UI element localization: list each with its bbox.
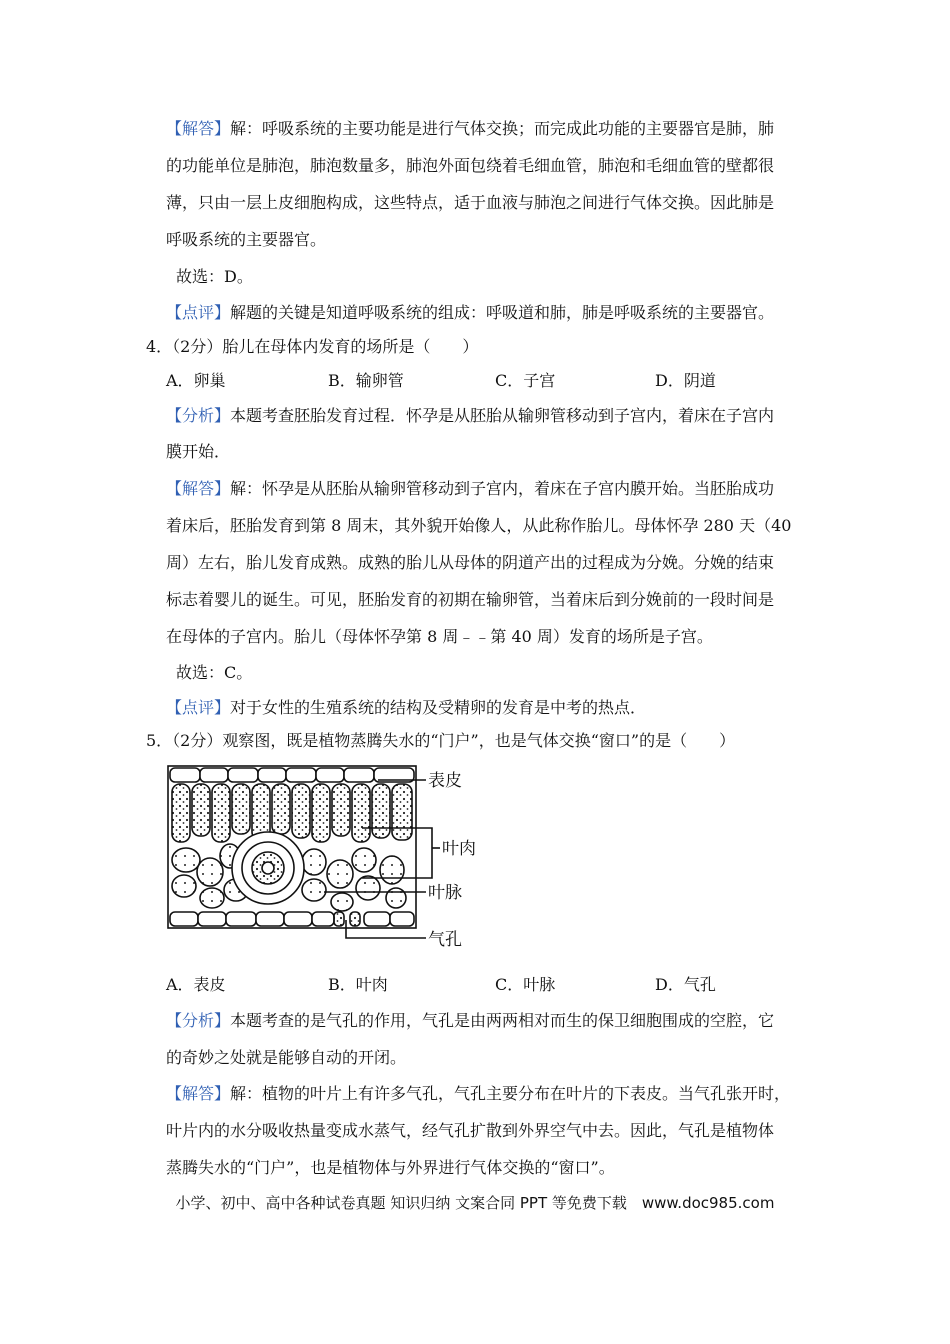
q4-option-b: B．输卵管 bbox=[328, 371, 404, 390]
label-mesophyll: 叶肉 bbox=[442, 839, 476, 859]
q4-choice: 故选：C。 bbox=[176, 663, 253, 682]
q3-answer-line-1 bbox=[166, 118, 774, 140]
q5-stem: 5．（2分）观察图，既是植物蒸腾失水的“门户”，也是气体交换“窗口”的是（ ） bbox=[146, 731, 736, 750]
leaf-tissue-drawing bbox=[168, 766, 416, 928]
q4-option-d: D．阴道 bbox=[655, 371, 716, 390]
review-tag: 【点评】 bbox=[166, 698, 231, 717]
q4-answer-line-5: 在母体的子宫内。胎儿（母体怀孕第 8 周﹣﹣第 40 周）发育的场所是子宫。 bbox=[166, 627, 713, 646]
answer-text: 解：怀孕是从胚胎从输卵管移动到子宫内，着床在子宫内膜开始。当胚胎成功 bbox=[230, 479, 775, 498]
q3-answer-line-3: 薄，只由一层上皮细胞构成，这些特点，适于血液与肺泡之间进行气体交换。因此肺是 bbox=[166, 193, 775, 212]
analysis-tag: 【分析】 bbox=[166, 1011, 231, 1030]
q5-answer-line-1 bbox=[166, 1083, 790, 1105]
palisade-cells bbox=[172, 784, 412, 842]
q5-option-d: D．气孔 bbox=[655, 975, 716, 994]
leaf-cross-section-figure bbox=[164, 762, 504, 954]
q3-review bbox=[166, 302, 774, 324]
q3-answer-line-4: 呼吸系统的主要器官。 bbox=[166, 230, 327, 249]
q3-answer-line-2: 的功能单位是肺泡，肺泡数量多，肺泡外面包绕着毛细血管，肺泡和毛细血管的壁都很 bbox=[166, 156, 775, 175]
q4-option-a: A．卵巢 bbox=[166, 371, 226, 390]
review-text: 对于女性的生殖系统的结构及受精卵的发育是中考的热点． bbox=[230, 698, 647, 717]
review-tag: 【点评】 bbox=[166, 303, 231, 322]
answer-text: 解：植物的叶片上有许多气孔，气孔主要分布在叶片的下表皮。当气孔张开时， bbox=[230, 1084, 791, 1103]
q4-option-c: C．子宫 bbox=[495, 371, 556, 390]
q5-answer-line-2: 叶片内的水分吸收热量变成水蒸气，经气孔扩散到外界空气中去。因此，气孔是植物体 bbox=[166, 1121, 775, 1140]
q4-answer-line-2: 着床后，胚胎发育到第 8 周末，其外貌开始像人，从此称作胎儿。母体怀孕 280 天（40 bbox=[166, 516, 792, 535]
q4-review bbox=[166, 697, 646, 719]
label-stoma: 气孔 bbox=[428, 930, 462, 950]
analysis-tag: 【分析】 bbox=[166, 406, 231, 425]
q5-option-c: C．叶脉 bbox=[495, 975, 556, 994]
q4-analysis-line-1 bbox=[166, 405, 774, 427]
q4-stem: 4．（2分）胎儿在母体内发育的场所是（ ） bbox=[146, 337, 479, 356]
q5-analysis-line-2: 的奇妙之处就是能够自动的开闭。 bbox=[166, 1048, 407, 1067]
review-text: 解题的关键是知道呼吸系统的组成：呼吸道和肺，肺是呼吸系统的主要器官。 bbox=[230, 303, 775, 322]
answer-tag: 【解答】 bbox=[166, 1084, 231, 1103]
q5-analysis-line-1 bbox=[166, 1010, 774, 1032]
vein-bundle bbox=[232, 832, 304, 904]
upper-epidermis bbox=[170, 768, 414, 782]
q4-answer-line-4: 标志着婴儿的诞生。可见，胚胎发育的初期在输卵管，当着床后到分娩前的一段时间是 bbox=[166, 590, 775, 609]
answer-text: 解：呼吸系统的主要功能是进行气体交换；而完成此功能的主要器官是肺，肺 bbox=[230, 119, 775, 138]
label-epidermis: 表皮 bbox=[428, 771, 462, 791]
q4-answer-line-3: 周）左右，胎儿发育成熟。成熟的胎儿从母体的阴道产出的过程成为分娩。分娩的结束 bbox=[166, 553, 775, 572]
lower-epidermis bbox=[170, 912, 414, 926]
q5-answer-line-3: 蒸腾失水的“门户”，也是植物体与外界进行气体交换的“窗口”。 bbox=[166, 1158, 615, 1177]
q5-option-a: A．表皮 bbox=[166, 975, 226, 994]
q4-analysis-line-2: 膜开始． bbox=[166, 442, 231, 461]
answer-tag: 【解答】 bbox=[166, 479, 231, 498]
q3-choice: 故选：D。 bbox=[176, 267, 253, 286]
answer-tag: 【解答】 bbox=[166, 119, 231, 138]
q4-answer-line-1 bbox=[166, 478, 774, 500]
analysis-text: 本题考查的是气孔的作用，气孔是由两两相对而生的保卫细胞围成的空腔，它 bbox=[230, 1011, 775, 1030]
page-footer: 小学、初中、高中各种试卷真题 知识归纳 文案合同 PPT 等免费下载 www.doc985.com bbox=[175, 1194, 775, 1212]
label-vein: 叶脉 bbox=[428, 883, 462, 903]
analysis-text: 本题考查胚胎发育过程．怀孕是从胚胎从输卵管移动到子宫内，着床在子宫内 bbox=[230, 406, 775, 425]
q5-option-b: B．叶肉 bbox=[328, 975, 388, 994]
